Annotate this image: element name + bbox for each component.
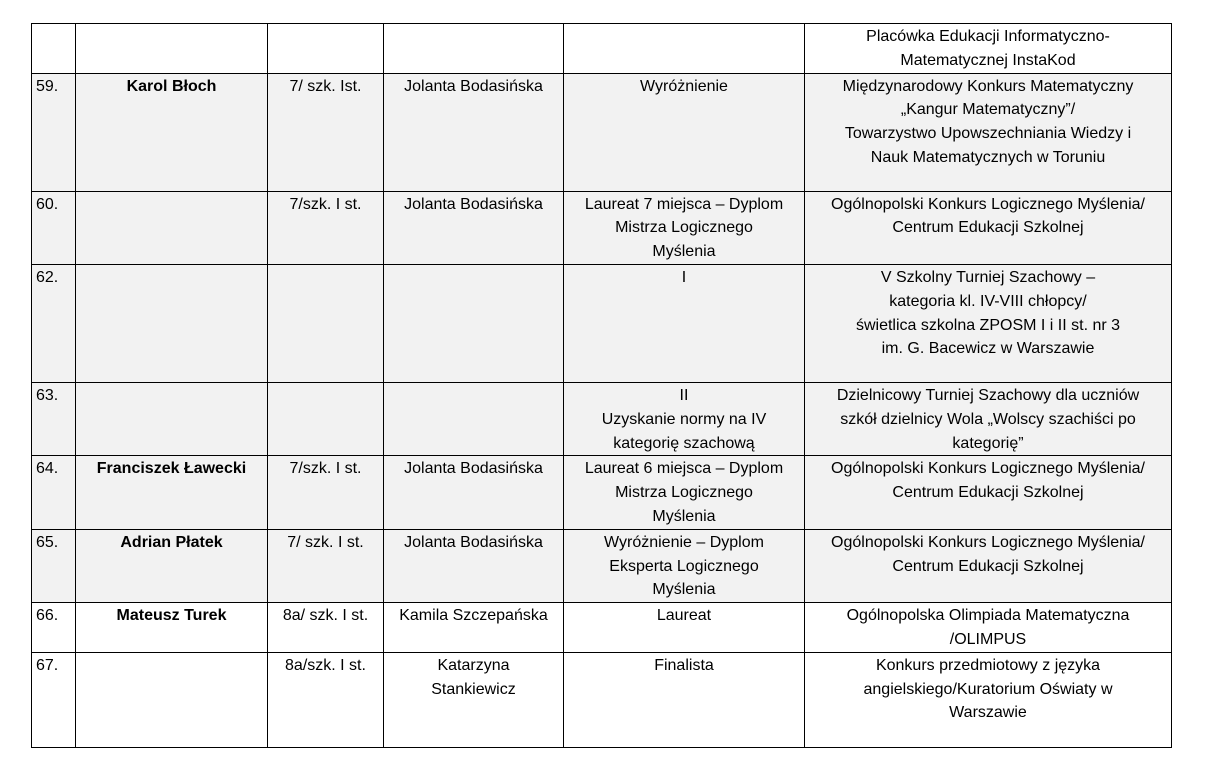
student-name-cell	[76, 191, 268, 264]
result-line: I	[681, 268, 687, 286]
competition-line: Ogólnopolski Konkurs Logicznego Myślenia/	[831, 533, 1145, 551]
teacher-line: Jolanta Bodasińska	[404, 533, 543, 551]
competition-line: Matematycznej InstaKod	[900, 51, 1076, 69]
row-number-cell	[32, 24, 76, 74]
teacher-line: Katarzyna	[437, 656, 510, 674]
student-name-cell	[76, 24, 268, 74]
class-cell: 8a/szk. I st.	[268, 652, 384, 747]
result-cell	[564, 191, 805, 264]
competition-line: Centrum Edukacji Szkolnej	[892, 557, 1084, 575]
results-table	[31, 23, 1172, 748]
teacher-cell	[384, 652, 564, 747]
competition-line: angielskiego/Kuratorium Oświaty w	[863, 680, 1113, 698]
competition-line: Dzielnicowy Turniej Szachowy dla uczniów	[836, 386, 1140, 404]
table-row	[32, 529, 1172, 602]
result-line: Myślenia	[652, 581, 716, 599]
result-cell	[564, 73, 805, 191]
table-row	[32, 264, 1172, 382]
table-row	[32, 73, 1172, 191]
table-row	[32, 191, 1172, 264]
row-number-cell: 67.	[32, 652, 76, 747]
competition-line: Centrum Edukacji Szkolnej	[892, 484, 1084, 502]
competition-line: im. G. Bacewicz w Warszawie	[881, 340, 1095, 358]
teacher-cell	[384, 264, 564, 382]
competition-cell	[805, 456, 1172, 529]
result-cell	[564, 603, 805, 653]
result-line: Eksperta Logicznego	[609, 557, 759, 575]
competition-cell	[805, 73, 1172, 191]
result-cell	[564, 382, 805, 455]
result-line: Myślenia	[652, 243, 716, 261]
competition-cell	[805, 529, 1172, 602]
competition-line: Nauk Matematycznych w Toruniu	[870, 148, 1106, 166]
teacher-line: Jolanta Bodasińska	[404, 195, 543, 213]
class-cell: 7/szk. I st.	[268, 456, 384, 529]
competition-cell	[805, 382, 1172, 455]
row-number-cell: 60.	[32, 191, 76, 264]
result-line: Laureat 6 miejsca – Dyplom	[584, 460, 784, 478]
teacher-line: Jolanta Bodasińska	[404, 460, 543, 478]
competition-cell	[805, 264, 1172, 382]
class-cell	[268, 382, 384, 455]
row-number-cell: 65.	[32, 529, 76, 602]
student-name-cell: Karol Błoch	[76, 73, 268, 191]
competition-line: świetlica szkolna ZPOSM I i II st. nr 3	[855, 316, 1121, 334]
result-line: Uzyskanie normy na IV	[601, 410, 767, 428]
student-name-cell	[76, 652, 268, 747]
result-cell	[564, 264, 805, 382]
class-cell: 7/ szk. I st.	[268, 529, 384, 602]
teacher-cell	[384, 529, 564, 602]
teacher-cell	[384, 456, 564, 529]
row-number-cell: 64.	[32, 456, 76, 529]
teacher-cell	[384, 73, 564, 191]
competition-cell	[805, 191, 1172, 264]
competition-line: Ogólnopolski Konkurs Logicznego Myślenia/	[831, 195, 1145, 213]
competition-line: Ogólnopolska Olimpiada Matematyczna	[846, 607, 1130, 625]
competition-line: Centrum Edukacji Szkolnej	[892, 219, 1084, 237]
competition-line: Placówka Edukacji Informatyczno-	[866, 28, 1110, 45]
student-name-cell	[76, 382, 268, 455]
competition-line: „Kangur Matematyczny”/	[900, 101, 1076, 119]
competition-line: Ogólnopolski Konkurs Logicznego Myślenia/	[831, 460, 1145, 478]
teacher-cell	[384, 382, 564, 455]
competition-line: V Szkolny Turniej Szachowy –	[880, 268, 1096, 286]
table-row	[32, 652, 1172, 747]
table-row	[32, 603, 1172, 653]
results-table-body	[32, 24, 1172, 748]
result-cell	[564, 529, 805, 602]
competition-line: Warszawie	[949, 704, 1027, 722]
row-number-cell: 62.	[32, 264, 76, 382]
result-line: Wyróżnienie	[640, 77, 728, 95]
student-name-cell: Franciszek Ławecki	[76, 456, 268, 529]
row-number-cell: 63.	[32, 382, 76, 455]
teacher-cell	[384, 24, 564, 74]
result-line: Laureat	[656, 607, 712, 625]
teacher-line: Stankiewicz	[431, 680, 516, 698]
student-name-cell: Adrian Płatek	[76, 529, 268, 602]
result-line: kategorię szachową	[613, 434, 755, 452]
teacher-line: Kamila Szczepańska	[399, 607, 548, 625]
result-line: II	[679, 386, 689, 404]
class-cell	[268, 24, 384, 74]
competition-line: kategorię”	[952, 434, 1024, 452]
competition-line: /OLIMPUS	[949, 630, 1027, 648]
row-number-cell: 66.	[32, 603, 76, 653]
teacher-cell	[384, 191, 564, 264]
row-number-cell: 59.	[32, 73, 76, 191]
table-row	[32, 24, 1172, 74]
competition-line: Konkurs przedmiotowy z języka	[875, 656, 1101, 674]
class-cell	[268, 264, 384, 382]
class-cell: 7/ szk. Ist.	[268, 73, 384, 191]
competition-line: Towarzystwo Upowszechniania Wiedzy i	[844, 125, 1132, 143]
student-name-cell	[76, 264, 268, 382]
teacher-line: Jolanta Bodasińska	[404, 77, 543, 95]
result-line: Mistrza Logicznego	[615, 484, 753, 502]
result-line: Mistrza Logicznego	[615, 219, 753, 237]
class-cell: 8a/ szk. I st.	[268, 603, 384, 653]
competition-cell	[805, 603, 1172, 653]
competition-cell	[805, 652, 1172, 747]
result-line: Laureat 7 miejsca – Dyplom	[584, 195, 784, 213]
competition-line: Międzynarodowy Konkurs Matematyczny	[842, 77, 1134, 95]
table-row	[32, 456, 1172, 529]
competition-line: szkół dzielnicy Wola „Wolscy szachiści po	[840, 410, 1136, 428]
result-line: Myślenia	[652, 507, 716, 525]
class-cell: 7/szk. I st.	[268, 191, 384, 264]
table-row	[32, 382, 1172, 455]
result-line: Wyróżnienie – Dyplom	[604, 533, 764, 551]
result-cell	[564, 652, 805, 747]
result-cell	[564, 456, 805, 529]
student-name-cell: Mateusz Turek	[76, 603, 268, 653]
result-line: Finalista	[654, 656, 714, 674]
teacher-cell	[384, 603, 564, 653]
competition-line: kategoria kl. IV-VIII chłopcy/	[889, 292, 1087, 310]
competition-cell	[805, 24, 1172, 74]
result-cell	[564, 24, 805, 74]
